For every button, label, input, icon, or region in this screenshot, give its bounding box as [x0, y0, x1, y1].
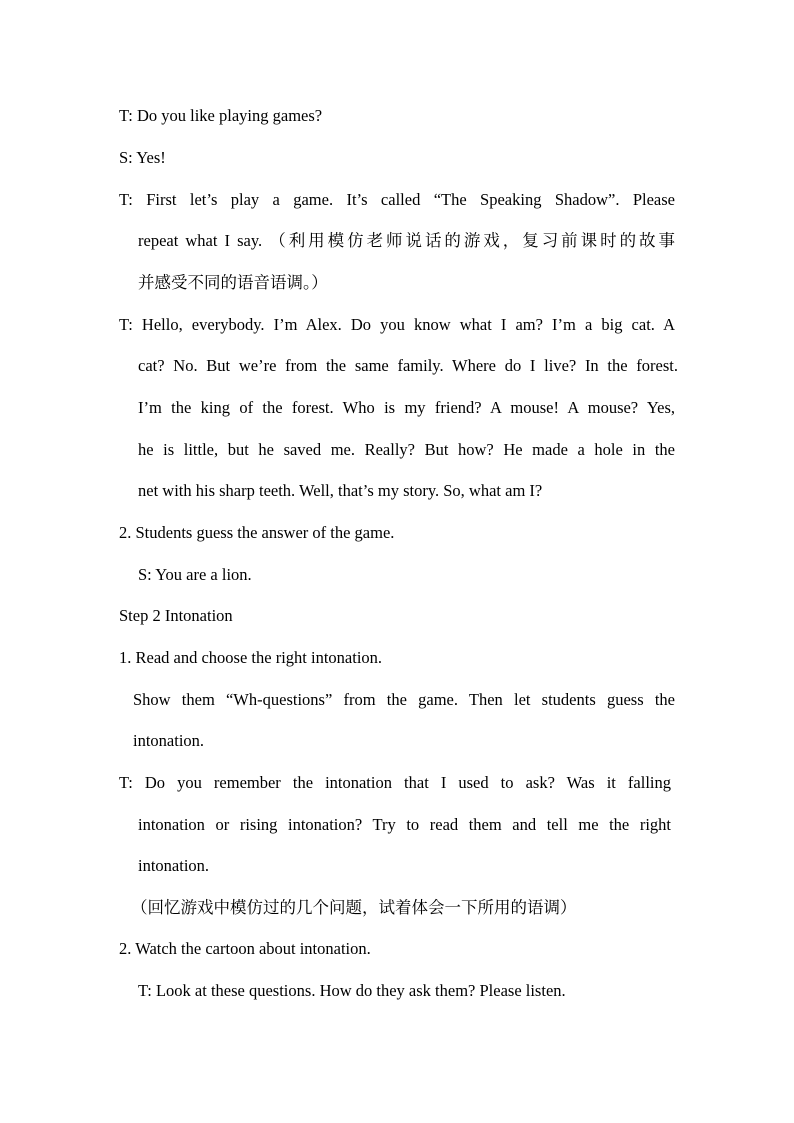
dialogue-line: T: Do you remember the intonation that I used to ask? Was it falling	[119, 773, 671, 792]
dialogue-line: 并感受不同的语音语调。）	[138, 273, 328, 292]
list-item: 2. Students guess the answer of the game.	[119, 523, 395, 542]
dialogue-line: he is little, but he saved me. Really? But how? He made a hole in the	[138, 440, 675, 459]
dialogue-line: S: Yes!	[119, 148, 166, 167]
dialogue-line: S: You are a lion.	[138, 565, 252, 584]
dialogue-line: T: Do you like playing games?	[119, 106, 323, 125]
dialogue-line: intonation or rising intonation? Try to read them and tell me the right	[138, 815, 671, 834]
dialogue-line: repeat what I say. （利用模仿老师说话的游戏，复习前课时的故事	[138, 231, 675, 250]
dialogue-line: T: First let’s play a game. It’s called “The Speaking Shadow”. Please	[119, 190, 675, 209]
dialogue-line: T: Look at these questions. How do they ask them? Please listen.	[138, 981, 566, 1000]
paragraph-line: intonation.	[133, 731, 205, 750]
section-heading: Step 2 Intonation	[119, 606, 233, 625]
annotation-line: （回忆游戏中模仿过的几个问题，试着体会一下所用的语调）	[131, 898, 577, 917]
dialogue-line: I’m the king of the forest. Who is my friend? A mouse! A mouse? Yes,	[138, 398, 675, 417]
dialogue-line: net with his sharp teeth. Well, that’s my story. So, what am I?	[138, 481, 543, 500]
dialogue-line: T: Hello, everybody. I’m Alex. Do you know what I am? I’m a big cat. A	[119, 315, 675, 334]
list-item: 1. Read and choose the right intonation.	[119, 648, 383, 667]
list-item: 2. Watch the cartoon about intonation.	[119, 939, 371, 958]
dialogue-line: cat? No. But we’re from the same family. Where do I live? In the forest.	[138, 356, 678, 375]
dialogue-line: intonation.	[138, 856, 210, 875]
paragraph-line: Show them “Wh-questions” from the game. Then let students guess the	[133, 690, 675, 709]
